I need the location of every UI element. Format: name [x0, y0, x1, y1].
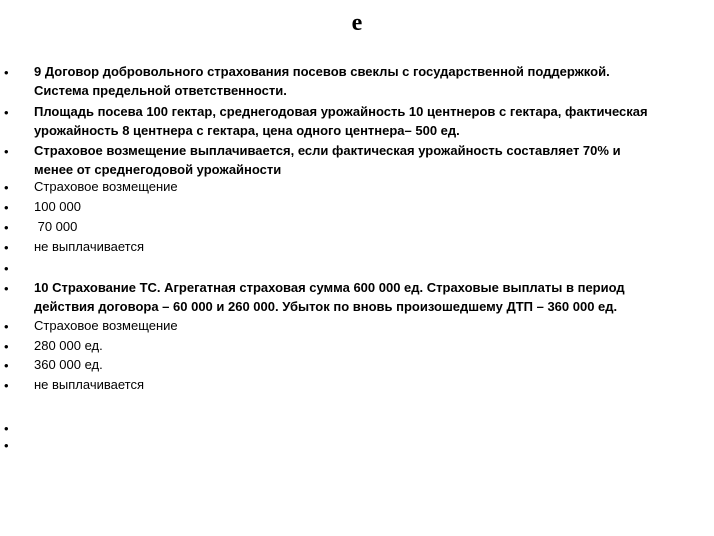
- bullet-icon: •: [4, 144, 9, 159]
- bullet-icon: •: [4, 220, 9, 235]
- list-item-text: не выплачивается: [34, 239, 145, 254]
- bullet-icon: •: [4, 261, 9, 276]
- list-item-text: 280 000 ед.: [34, 338, 103, 353]
- list-item-text: Страховое возмещение выплачивается, если фактическая урожайность составляет 70% и менее от среднегодовой урожайности: [34, 143, 621, 177]
- bullet-icon: •: [4, 105, 9, 120]
- list-item-text: не выплачивается: [34, 377, 145, 392]
- list-item-text: 9 Договор добровольного страхования посевов свеклы с государственной поддержкой. Система предельной ответственности.: [34, 64, 610, 98]
- bullet-icon: •: [4, 200, 9, 215]
- bullet-icon: •: [4, 339, 9, 354]
- bullet-icon: •: [4, 378, 9, 393]
- list-item-text: 100 000: [34, 199, 81, 214]
- list-item-text: Страховое возмещение: [34, 179, 178, 194]
- bullet-icon: •: [4, 438, 9, 453]
- list-item-text: Страховое возмещение: [34, 318, 178, 333]
- list-item-text: 360 000 ед.: [34, 357, 103, 372]
- bullet-icon: •: [4, 65, 9, 80]
- bullet-icon: •: [4, 319, 9, 334]
- list-item-text: Площадь посева 100 гектар, среднегодовая урожайность 10 центнеров с гектара, фактическая урожайность 8 центнера с гектара, цена одного центнера– 500 ед.: [34, 104, 648, 138]
- bullet-icon: •: [4, 180, 9, 195]
- bullet-icon: •: [4, 240, 9, 255]
- list-item-text: 10 Страхование ТС. Агрегатная страховая сумма 600 000 ед. Страховые выплаты в период действия договора – 60 000 и 260 000. Убыток по вновь произошедшему ДТП – 360 000 ед.: [34, 280, 625, 314]
- bullet-icon: •: [4, 358, 9, 373]
- bullet-icon: •: [4, 281, 9, 296]
- slide-title: е: [351, 10, 363, 36]
- bullet-icon: •: [4, 421, 9, 436]
- list-item-text: 70 000: [34, 219, 78, 234]
